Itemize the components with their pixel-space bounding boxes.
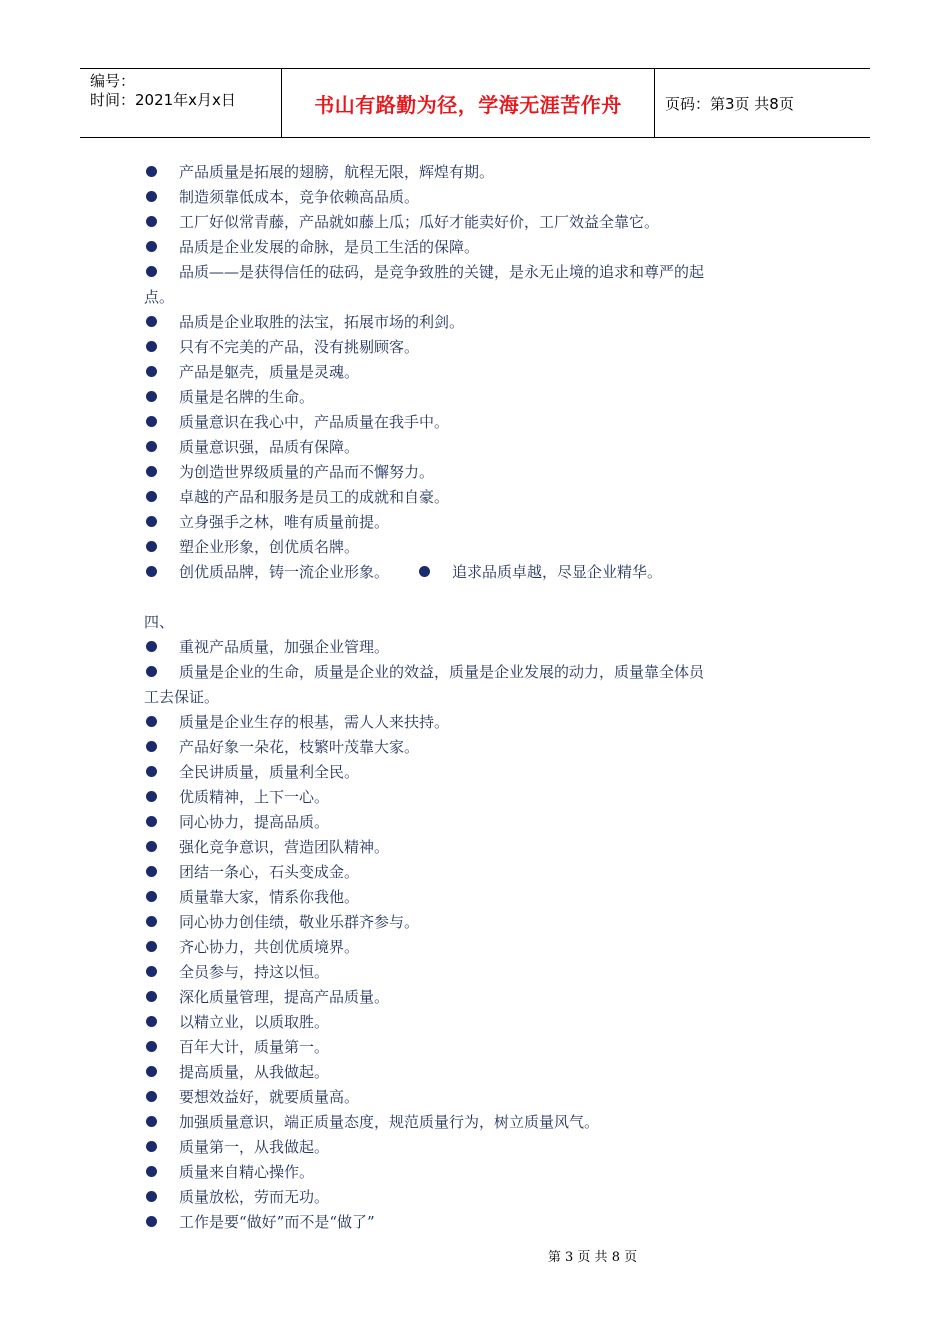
bullet-icon — [146, 341, 157, 352]
list-item: 同心协力，提高品质。 — [144, 810, 804, 835]
bullet-icon — [146, 566, 157, 577]
list-item: 团结一条心，石头变成金。 — [144, 860, 804, 885]
list-item-continuation: 工去保证。 — [144, 688, 220, 706]
bullet-icon — [146, 1116, 157, 1127]
list-item: 全员参与，持这以恒。 — [144, 960, 804, 985]
bullet-icon — [146, 841, 157, 852]
bullet-icon — [146, 866, 157, 877]
bullet-icon — [146, 966, 157, 977]
list-item: 质量是企业生存的根基，需人人来扶持。 — [144, 710, 804, 735]
list-item: 质量第一，从我做起。 — [144, 1135, 804, 1160]
bullet-icon — [146, 666, 157, 677]
list-item: 齐心协力，共创优质境界。 — [144, 935, 804, 960]
bullet-icon — [146, 191, 157, 202]
bullet-icon — [146, 516, 157, 527]
list-item: 重视产品质量，加强企业管理。 — [144, 635, 804, 660]
bullet-icon — [146, 1216, 157, 1227]
list-item: 产品好象一朵花，枝繁叶茂靠大家。 — [144, 735, 804, 760]
bullet-icon — [146, 991, 157, 1002]
bullet-icon — [146, 266, 157, 277]
bullet-icon — [146, 916, 157, 927]
list-item: 品质——是获得信任的砝码，是竞争致胜的关键，是永无止境的追求和尊严的起 — [144, 260, 804, 285]
header-meta — [80, 69, 282, 137]
header-page-label: 页码：第3页 共8页 — [665, 94, 794, 113]
list-item: 质量是企业的生命，质量是企业的效益，质量是企业发展的动力，质量靠全体员 — [144, 660, 804, 685]
list-item: 质量放松，劳而无功。 — [144, 1185, 804, 1210]
list-item: 只有不完美的产品，没有挑剔顾客。 — [144, 335, 804, 360]
bullet-icon — [146, 241, 157, 252]
bullet-icon — [146, 716, 157, 727]
bullet-icon — [146, 416, 157, 427]
list-item: 强化竞争意识，营造团队精神。 — [144, 835, 804, 860]
bullet-icon — [146, 216, 157, 227]
bullet-icon — [146, 641, 157, 652]
list-item: 制造须靠低成本，竞争依赖高品质。 — [144, 185, 804, 210]
bullet-icon — [146, 1091, 157, 1102]
list-item: 全民讲质量，质量利全民。 — [144, 760, 804, 785]
bullet-icon — [146, 741, 157, 752]
bullet-icon — [146, 816, 157, 827]
bullet-icon — [146, 541, 157, 552]
list-item: 质量来自精心操作。 — [144, 1160, 804, 1185]
bullet-icon — [146, 491, 157, 502]
bullet-icon — [146, 1166, 157, 1177]
bullet-icon — [146, 766, 157, 777]
bullet-icon — [419, 566, 430, 577]
page-footer: 第 3 页 共 8 页 — [547, 1250, 638, 1265]
bullet-icon — [146, 791, 157, 802]
list-item: 深化质量管理，提高产品质量。 — [144, 985, 804, 1010]
list-item: 质量意识在我心中，产品质量在我手中。 — [144, 410, 804, 435]
bullet-icon — [146, 366, 157, 377]
list-item: 优质精神，上下一心。 — [144, 785, 804, 810]
bullet-icon — [146, 441, 157, 452]
bullet-icon — [146, 1041, 157, 1052]
header-motto: 书山有路勤为径，学海无涯苦作舟 — [282, 69, 655, 137]
bullet-icon — [146, 1066, 157, 1077]
list-item: 质量是名牌的生命。 — [144, 385, 804, 410]
list-item: 品质是企业取胜的法宝，拓展市场的利剑。 — [144, 310, 804, 335]
bullet-icon — [146, 1016, 157, 1027]
list-item-continuation: 点。 — [144, 288, 175, 306]
list-item: 质量意识强，品质有保障。 — [144, 435, 804, 460]
bullet-icon — [146, 166, 157, 177]
list-item: 为创造世界级质量的产品而不懈努力。 — [144, 460, 804, 485]
list-item: 以精立业，以质取胜。 — [144, 1010, 804, 1035]
bullet-icon — [146, 466, 157, 477]
bullet-icon — [146, 941, 157, 952]
number-label: 编号： — [90, 72, 136, 90]
section-heading: 四、 — [144, 613, 175, 631]
list-item: 产品是躯壳，质量是灵魂。 — [144, 360, 804, 385]
bullet-icon — [146, 1191, 157, 1202]
bullet-icon — [146, 316, 157, 327]
list-item: 加强质量意识，端正质量态度，规范质量行为，树立质量风气。 — [144, 1110, 804, 1135]
list-item: 工作是要“做好”而不是“做了” — [144, 1210, 804, 1235]
list-item: 塑企业形象，创优质名牌。 — [144, 535, 804, 560]
bullet-icon — [146, 1141, 157, 1152]
time-label: 时间：2021年x月x日 — [90, 91, 236, 109]
list-item: 品质是企业发展的命脉，是员工生活的保障。 — [144, 235, 804, 260]
list-item: 创优质品牌，铸一流企业形象。 追求品质卓越，尽显企业精华。 — [144, 560, 804, 585]
bullet-icon — [146, 891, 157, 902]
list-item: 同心协力创佳绩，敬业乐群齐参与。 — [144, 910, 804, 935]
list-item: 工厂好似常青藤，产品就如藤上瓜；瓜好才能卖好价，工厂效益全靠它。 — [144, 210, 804, 235]
bullet-icon — [146, 391, 157, 402]
list-item: 质量靠大家，情系你我他。 — [144, 885, 804, 910]
list-item: 卓越的产品和服务是员工的成就和自豪。 — [144, 485, 804, 510]
document-body — [144, 160, 804, 1235]
page-header — [80, 68, 870, 138]
list-item: 产品质量是拓展的翅膀，航程无限，辉煌有期。 — [144, 160, 804, 185]
list-item: 提高质量，从我做起。 — [144, 1060, 804, 1085]
list-item: 立身强手之林，唯有质量前提。 — [144, 510, 804, 535]
list-item: 要想效益好，就要质量高。 — [144, 1085, 804, 1110]
list-item: 百年大计，质量第一。 — [144, 1035, 804, 1060]
